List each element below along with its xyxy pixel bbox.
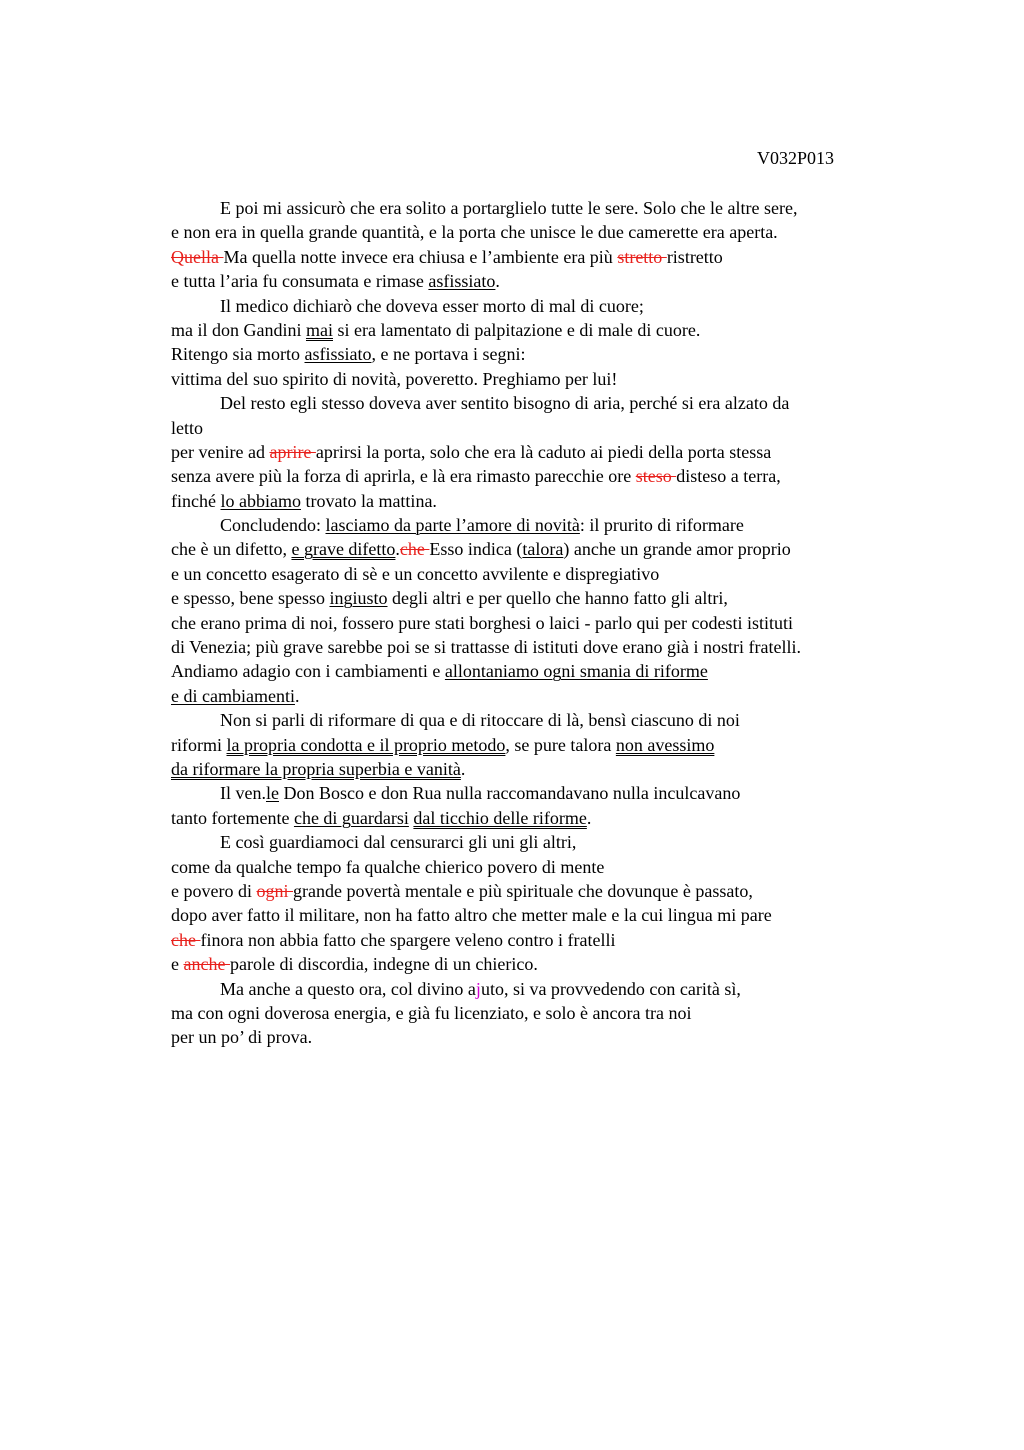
text-line <box>171 489 931 513</box>
text-line <box>171 562 931 586</box>
text-line <box>171 464 931 488</box>
text-line <box>171 684 931 708</box>
underlined-text: lasciamo da parte l’amore di novità <box>325 515 580 536</box>
text-line <box>171 1025 931 1049</box>
underlined-text: che di guardarsi <box>293 807 409 828</box>
text-segment: di Venezia; più grave sarebbe poi se si trattasse di istituti dove erano già i nostri fratelli. <box>171 637 801 658</box>
text-segment: Ma anche a questo ora, col divino a <box>220 978 476 999</box>
text-line <box>171 733 931 757</box>
underlined-text: allontaniamo ogni smania di riforme <box>444 661 708 682</box>
deleted-text: steso <box>635 466 677 487</box>
text-segment: Del resto egli stesso doveva aver sentito bisogno di aria, perché si era alzato da <box>220 393 790 414</box>
deleted-text: che <box>399 539 430 560</box>
text-segment: e spesso, bene spesso <box>171 588 330 609</box>
text-segment: ma con ogni doverosa energia, e già fu licenziato, e solo è ancora tra noi <box>171 1002 692 1023</box>
double-underlined-text: da riformare la propria superbia e vanità <box>171 758 461 779</box>
text-segment: come da qualche tempo fa qualche chierico povero di mente <box>171 856 605 877</box>
underlined-text: asfissiato <box>428 271 496 292</box>
double-underlined-text: la propria condotta e il proprio metodo <box>226 734 506 755</box>
text-segment: . <box>460 758 466 779</box>
text-line <box>171 928 931 952</box>
text-line <box>171 952 931 976</box>
text-line <box>171 294 931 318</box>
text-segment: Non si parli di riformare di qua e di ritoccare di là, bensì ciascuno di noi <box>220 710 740 731</box>
text-line <box>171 586 931 610</box>
text-segment: finora non abbia fatto che spargere veleno contro i fratelli <box>200 929 616 950</box>
text-segment: . <box>495 271 500 292</box>
text-line <box>171 342 931 366</box>
deleted-text: che <box>171 929 201 950</box>
text-segment: per venire ad <box>171 441 270 462</box>
text-segment: e un concetto esagerato di sè e un concetto avvilente e dispregiativo <box>171 563 660 584</box>
text-segment: parole di discordia, indegne di un chierico. <box>229 954 538 975</box>
inserted-letter: j <box>475 978 481 999</box>
text-segment: Concludendo: <box>220 515 326 536</box>
underlined-text: ingiusto <box>329 588 388 609</box>
text-segment: e tutta l’aria fu consumata e rimase <box>171 271 429 292</box>
page-identifier: V032P013 <box>757 148 835 168</box>
text-segment: aprirsi la porta, solo che era là caduto ai piedi della porta stessa <box>315 441 772 462</box>
text-segment: letto <box>171 417 203 438</box>
double-underlined-text: dal ticchio delle riforme <box>413 807 587 828</box>
text-segment: ma il don Gandini <box>171 319 306 340</box>
deleted-text: ogni <box>256 880 293 901</box>
text-segment: ) anche un grande amor proprio <box>563 539 791 560</box>
text-line <box>171 416 931 440</box>
double-underlined-text: e grave difetto <box>291 539 396 560</box>
text-segment: Ritengo sia morto <box>171 344 305 365</box>
text-segment: ristretto <box>666 246 723 267</box>
text-segment: Esso indica ( <box>429 539 523 560</box>
text-segment: Andiamo adagio con i cambiamenti e <box>171 661 445 682</box>
text-line <box>171 1001 931 1025</box>
text-segment: riformi <box>171 734 227 755</box>
double-underlined-text: mai <box>305 319 333 340</box>
text-segment: e povero di <box>171 880 257 901</box>
text-segment: si era lamentato di palpitazione e di male di cuore. <box>332 319 701 340</box>
text-segment: trovato la mattina. <box>300 490 437 511</box>
text-segment: : il prurito di riformare <box>579 515 744 536</box>
deleted-text: aprire <box>269 441 316 462</box>
text-segment: uto, si va provvedendo con carità sì, <box>480 978 741 999</box>
text-segment: E così guardiamoci dal censurarci gli uni gli altri, <box>220 832 577 853</box>
underlined-text: e di cambiamenti <box>171 685 295 706</box>
text-line <box>171 708 931 732</box>
text-segment: senza avere più la forza di aprirla, e là era rimasto parecchie ore <box>171 466 636 487</box>
text-line <box>171 830 931 854</box>
text-line <box>171 903 931 927</box>
text-line <box>171 879 931 903</box>
text-line <box>171 245 931 269</box>
text-segment: Don Bosco e don Rua nulla raccomandavano nulla inculcavano <box>278 783 741 804</box>
text-segment: . <box>294 685 300 706</box>
text-segment: e <box>171 954 184 975</box>
text-segment: per un po’ di prova. <box>171 1027 313 1048</box>
text-line <box>171 513 931 537</box>
text-line <box>171 196 931 220</box>
text-line <box>171 635 931 659</box>
text-segment: disteso a terra, <box>676 466 781 487</box>
text-line <box>171 220 931 244</box>
text-segment: , e ne portava i segni: <box>371 344 526 365</box>
text-line <box>171 318 931 342</box>
text-segment: degli altri e per quello che hanno fatto gli altri, <box>387 588 728 609</box>
text-segment: Ma quella notte invece era chiusa e l’ambiente era più <box>223 246 618 267</box>
text-segment: che è un difetto, <box>171 539 292 560</box>
text-line <box>171 781 931 805</box>
text-line <box>171 659 931 683</box>
double-underlined-text: non avessimo <box>615 734 715 755</box>
text-segment: . <box>586 807 592 828</box>
text-segment: vittima del suo spirito di novità, poveretto. Preghiamo per lui! <box>171 368 618 389</box>
text-line <box>171 537 931 561</box>
text-segment: Il medico dichiarò che doveva esser morto di mal di cuore; <box>220 295 644 316</box>
text-line <box>171 806 931 830</box>
underlined-text: asfissiato <box>304 344 372 365</box>
deleted-text: Quella <box>171 246 224 267</box>
underlined-text: lo abbiamo <box>220 490 301 511</box>
text-line <box>171 440 931 464</box>
document-body <box>171 196 931 1050</box>
text-segment: E poi mi assicurò che era solito a portarglielo tutte le sere. Solo che le altre sere, <box>220 198 798 218</box>
text-segment: Il ven. <box>220 783 266 804</box>
text-segment: grande povertà mentale e più spirituale che dovunque è passato, <box>293 880 753 901</box>
text-line <box>171 977 931 1001</box>
text-segment: tanto fortemente <box>171 807 294 828</box>
text-segment: finché <box>171 490 221 511</box>
text-line <box>171 367 931 391</box>
deleted-text: stretto <box>617 246 667 267</box>
underlined-text: le <box>265 783 279 804</box>
text-segment: , se pure talora <box>505 734 616 755</box>
text-line <box>171 757 931 781</box>
text-segment: . <box>395 539 400 560</box>
text-line <box>171 855 931 879</box>
text-line <box>171 611 931 635</box>
text-segment: e non era in quella grande quantità, e la porta che unisce le due camerette era aperta. <box>171 222 778 243</box>
underlined-text: talora <box>522 539 564 560</box>
deleted-text: anche <box>183 954 230 975</box>
text-segment: dopo aver fatto il militare, non ha fatto altro che metter male e la cui lingua mi pare <box>171 905 772 926</box>
text-line <box>171 269 931 293</box>
text-line <box>171 391 931 415</box>
text-segment: che erano prima di noi, fossero pure stati borghesi o laici - parlo qui per codesti istituti <box>171 612 794 633</box>
